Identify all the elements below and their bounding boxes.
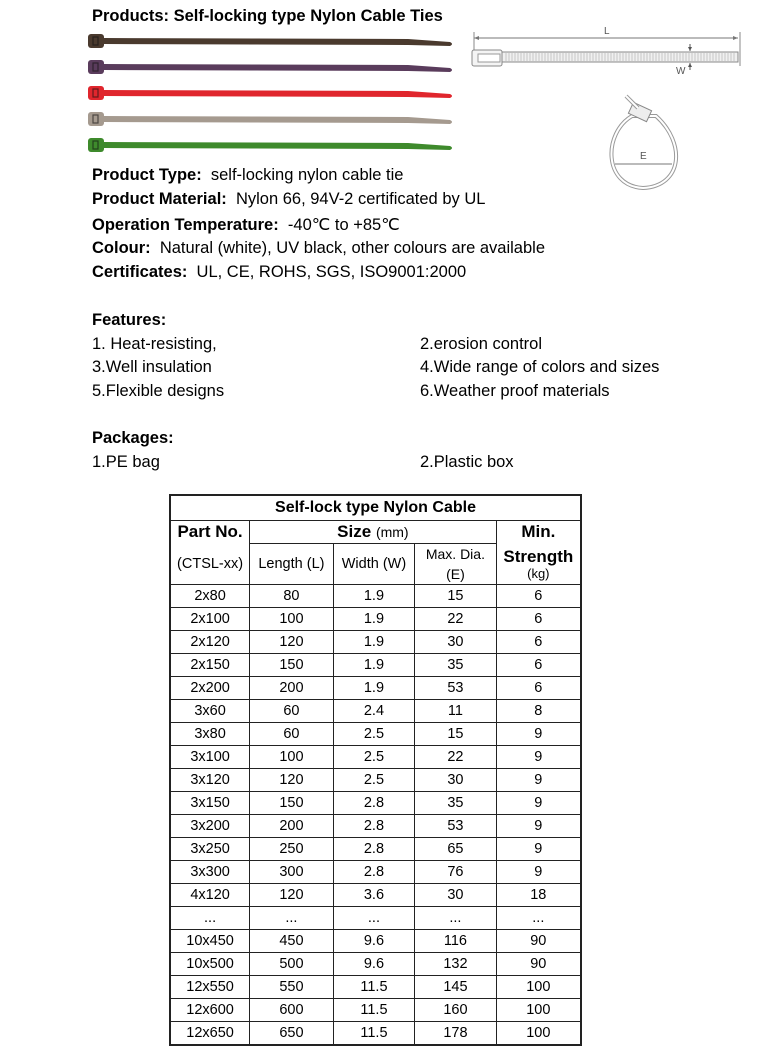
cell-strength: 9: [496, 769, 581, 792]
cell-length: ...: [250, 907, 334, 930]
spec-certificates: Certificates: UL, CE, ROHS, SGS, ISO9001:2000: [92, 263, 467, 281]
cell-strength: 9: [496, 723, 581, 746]
cell-length: 100: [250, 746, 334, 769]
cell-strength: ...: [496, 907, 581, 930]
cell-strength: 6: [496, 631, 581, 654]
cell-width: 2.5: [333, 723, 415, 746]
feature-item: 6.Weather proof materials: [420, 382, 610, 400]
cell-strength: 8: [496, 700, 581, 723]
cell-length: 120: [250, 769, 334, 792]
cell-length: 60: [250, 723, 334, 746]
cell-part-no: 3x150: [170, 792, 250, 815]
spec-product-type: Product Type: self-locking nylon cable tie: [92, 166, 404, 184]
cell-length: 650: [250, 1022, 334, 1046]
cell-part-no: 12x650: [170, 1022, 250, 1046]
cell-part-no: 12x600: [170, 999, 250, 1022]
cell-strength: 90: [496, 930, 581, 953]
cell-part-no: 3x200: [170, 815, 250, 838]
page-title: Products: Self-locking type Nylon Cable Ties: [92, 7, 443, 25]
table-row: [170, 723, 581, 746]
table-row: [170, 861, 581, 884]
package-item: 2.Plastic box: [420, 453, 514, 471]
cell-length: 200: [250, 677, 334, 700]
length-label: L: [604, 26, 610, 37]
cell-max-dia: 65: [415, 838, 496, 861]
cell-length: 100: [250, 608, 334, 631]
header-min: Min.: [496, 521, 581, 544]
cell-max-dia: 178: [415, 1022, 496, 1046]
cell-width: 2.5: [333, 746, 415, 769]
cell-strength: 100: [496, 999, 581, 1022]
cell-strength: 18: [496, 884, 581, 907]
cell-part-no: 10x450: [170, 930, 250, 953]
cell-width: 11.5: [333, 1022, 415, 1046]
table-row: [170, 585, 581, 608]
cell-part-no: 3x120: [170, 769, 250, 792]
cell-part-no: ...: [170, 907, 250, 930]
spec-product-material: Product Material: Nylon 66, 94V-2 certificated by UL: [92, 190, 486, 208]
cell-length: 600: [250, 999, 334, 1022]
cell-max-dia: 116: [415, 930, 496, 953]
cell-width: 2.5: [333, 769, 415, 792]
cell-width: 2.8: [333, 815, 415, 838]
cell-part-no: 2x80: [170, 585, 250, 608]
table-subheader-row: [170, 544, 581, 585]
header-strength: Strength (kg): [496, 544, 581, 585]
cell-part-no: 12x550: [170, 976, 250, 999]
specification-table: [169, 494, 582, 1046]
cell-width: 1.9: [333, 677, 415, 700]
cell-max-dia: 160: [415, 999, 496, 1022]
cell-strength: 100: [496, 976, 581, 999]
cell-max-dia: 53: [415, 677, 496, 700]
table-row: [170, 792, 581, 815]
cell-length: 200: [250, 815, 334, 838]
header-size: Size (mm): [250, 521, 496, 544]
cell-strength: 6: [496, 608, 581, 631]
cell-max-dia: 53: [415, 815, 496, 838]
cell-strength: 9: [496, 815, 581, 838]
cell-max-dia: 11: [415, 700, 496, 723]
cell-max-dia: 35: [415, 654, 496, 677]
table-row: [170, 677, 581, 700]
table-row: [170, 1022, 581, 1046]
table-row: [170, 608, 581, 631]
cell-part-no: 3x80: [170, 723, 250, 746]
cell-strength: 90: [496, 953, 581, 976]
cell-strength: 6: [496, 585, 581, 608]
table-row: [170, 700, 581, 723]
cell-length: 500: [250, 953, 334, 976]
cell-part-no: 3x250: [170, 838, 250, 861]
feature-item: 3.Well insulation: [92, 358, 212, 376]
table-header-row: [170, 521, 581, 544]
cell-max-dia: 145: [415, 976, 496, 999]
cell-max-dia: 35: [415, 792, 496, 815]
feature-item: 4.Wide range of colors and sizes: [420, 358, 660, 376]
cell-strength: 6: [496, 654, 581, 677]
cell-length: 150: [250, 654, 334, 677]
cell-width: 11.5: [333, 976, 415, 999]
diameter-label: E: [640, 151, 647, 162]
header-part-code: (CTSL-xx): [170, 544, 250, 585]
feature-item: 1. Heat-resisting,: [92, 335, 217, 353]
cell-part-no: 10x500: [170, 953, 250, 976]
cell-strength: 9: [496, 792, 581, 815]
features-heading: Features:: [92, 311, 167, 329]
cell-max-dia: 15: [415, 723, 496, 746]
cell-part-no: 2x120: [170, 631, 250, 654]
cell-part-no: 2x200: [170, 677, 250, 700]
cell-part-no: 3x300: [170, 861, 250, 884]
cell-strength: 9: [496, 746, 581, 769]
packages-heading: Packages:: [92, 429, 174, 447]
table-row: [170, 976, 581, 999]
width-label: W: [676, 66, 686, 77]
tie-dimension-diagram: [468, 18, 768, 78]
cell-length: 300: [250, 861, 334, 884]
cell-width: 1.9: [333, 585, 415, 608]
spec-colour: Colour: Natural (white), UV black, other colours are available: [92, 239, 545, 257]
header-width: Width (W): [333, 544, 415, 585]
header-max-dia: Max. Dia. (E): [415, 544, 496, 585]
table-row: [170, 907, 581, 930]
table-row: [170, 746, 581, 769]
table-row: [170, 769, 581, 792]
cell-width: 2.8: [333, 861, 415, 884]
cell-width: 3.6: [333, 884, 415, 907]
table-caption: Self-lock type Nylon Cable: [170, 495, 581, 521]
cable-tie-grey: [88, 111, 458, 125]
cell-max-dia: 22: [415, 746, 496, 769]
cell-part-no: 3x60: [170, 700, 250, 723]
cell-length: 450: [250, 930, 334, 953]
cell-strength: 9: [496, 838, 581, 861]
cell-length: 120: [250, 884, 334, 907]
table-row: [170, 953, 581, 976]
cell-width: 2.4: [333, 700, 415, 723]
table-row: [170, 884, 581, 907]
cell-width: 1.9: [333, 608, 415, 631]
cell-max-dia: 76: [415, 861, 496, 884]
cell-max-dia: 132: [415, 953, 496, 976]
cable-tie-green: [88, 137, 458, 151]
table-row: [170, 930, 581, 953]
cell-width: 1.9: [333, 631, 415, 654]
cell-max-dia: 30: [415, 769, 496, 792]
cell-strength: 100: [496, 1022, 581, 1046]
cell-width: ...: [333, 907, 415, 930]
cell-part-no: 2x100: [170, 608, 250, 631]
cell-width: 11.5: [333, 999, 415, 1022]
table-caption-row: [170, 495, 581, 521]
cell-part-no: 4x120: [170, 884, 250, 907]
cell-strength: 6: [496, 677, 581, 700]
cable-ties-image: [88, 30, 458, 160]
header-part-no: Part No.: [170, 521, 250, 544]
cable-tie-brown: [88, 33, 458, 47]
cell-width: 1.9: [333, 654, 415, 677]
cell-max-dia: 22: [415, 608, 496, 631]
cable-tie-red: [88, 85, 458, 99]
cable-tie-purple: [88, 59, 458, 73]
header-length: Length (L): [250, 544, 334, 585]
feature-item: 2.erosion control: [420, 335, 542, 353]
cell-max-dia: 15: [415, 585, 496, 608]
table-row: [170, 815, 581, 838]
cell-length: 150: [250, 792, 334, 815]
cell-width: 2.8: [333, 838, 415, 861]
table-row: [170, 654, 581, 677]
cell-part-no: 2x150: [170, 654, 250, 677]
spec-operation-temperature: Operation Temperature: -40℃ to +85℃: [92, 216, 400, 234]
cell-max-dia: 30: [415, 631, 496, 654]
cell-length: 120: [250, 631, 334, 654]
cell-part-no: 3x100: [170, 746, 250, 769]
cell-max-dia: ...: [415, 907, 496, 930]
cell-length: 60: [250, 700, 334, 723]
cell-width: 2.8: [333, 792, 415, 815]
feature-item: 5.Flexible designs: [92, 382, 225, 400]
cell-length: 550: [250, 976, 334, 999]
package-item: 1.PE bag: [92, 453, 160, 471]
table-row: [170, 631, 581, 654]
cell-max-dia: 30: [415, 884, 496, 907]
cell-width: 9.6: [333, 930, 415, 953]
tie-loop-diagram: [598, 88, 693, 193]
table-row: [170, 999, 581, 1022]
cell-length: 250: [250, 838, 334, 861]
cell-width: 9.6: [333, 953, 415, 976]
table-row: [170, 838, 581, 861]
cell-strength: 9: [496, 861, 581, 884]
cell-length: 80: [250, 585, 334, 608]
